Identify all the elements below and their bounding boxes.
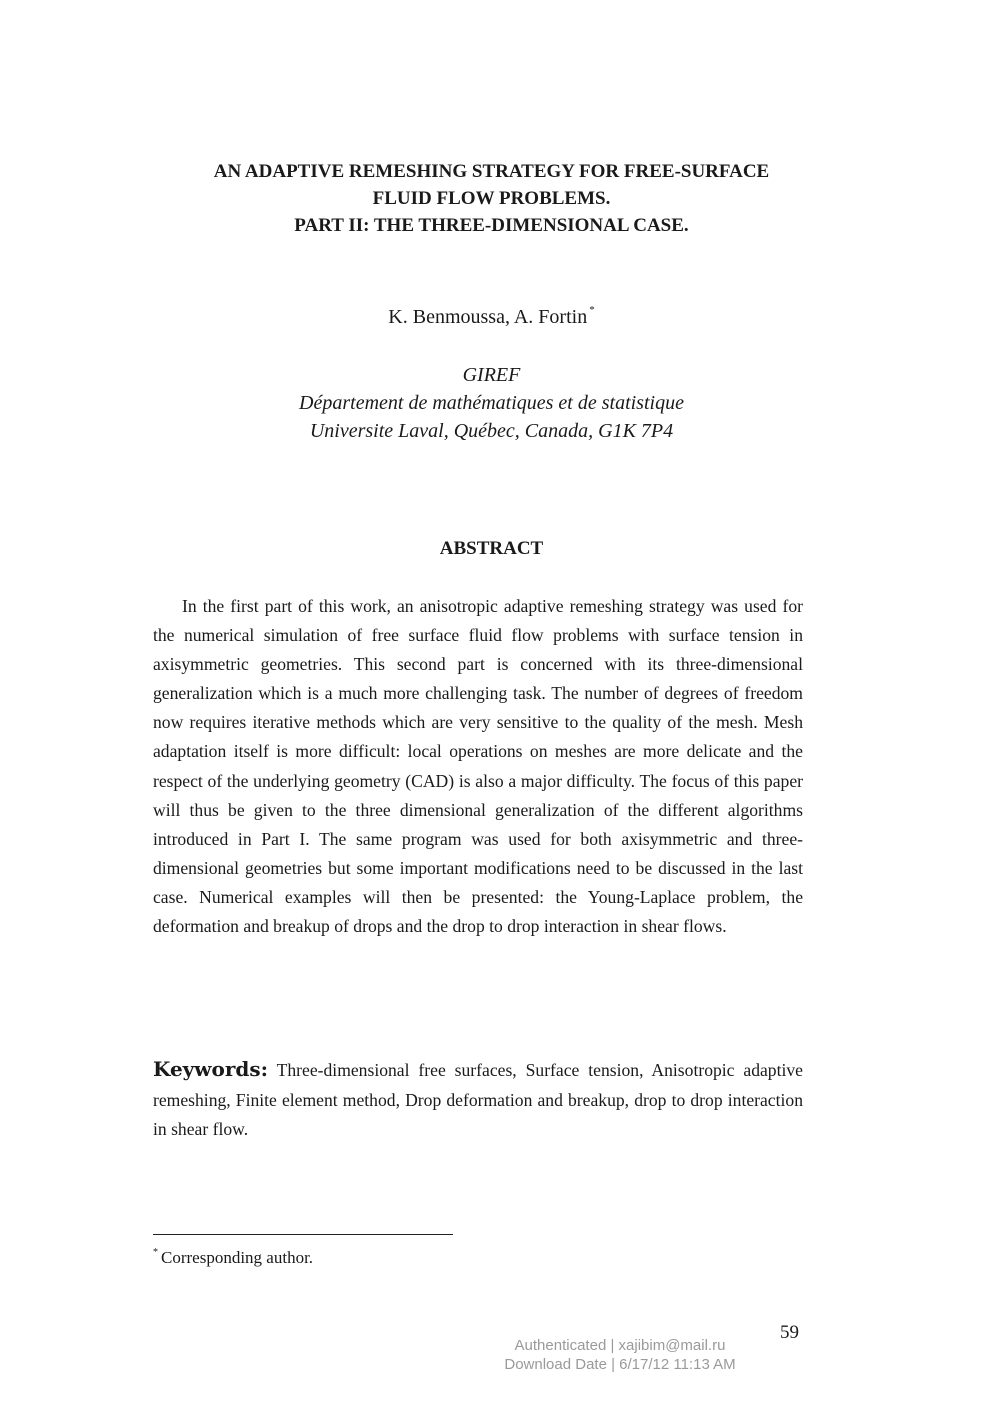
author-footnote-marker: * [589, 304, 595, 316]
footnote-divider [153, 1234, 453, 1235]
keywords-section [153, 1055, 803, 1145]
abstract-heading: ABSTRACT [439, 538, 544, 559]
title-line: FLUID FLOW PROBLEMS. [372, 188, 611, 209]
footnote-marker: * [153, 1247, 158, 1258]
author-list [0, 304, 983, 329]
watermark-line-date: Download Date | 6/17/12 11:13 AM [504, 1356, 736, 1373]
footnote-text: Corresponding author. [161, 1248, 314, 1267]
title-line: PART II: THE THREE-DIMENSIONAL CASE. [294, 215, 689, 236]
download-watermark [470, 1336, 770, 1374]
affiliation [0, 361, 983, 445]
page-number: 59 [780, 1322, 799, 1343]
affiliation-university: Universite Laval, Québec, Canada, G1K 7P4 [309, 420, 674, 442]
keywords-label: Keywords: [153, 1057, 269, 1081]
footnote [153, 1247, 313, 1268]
abstract-text: In the first part of this work, an anisotropic adaptive remeshing strategy was used for the numerical simulation of free surface fluid flow problems with surface tension in axisymmetric geometries. This second part is concerned with its three-dimensional generalization which is a much more challenging task. The number of degrees of freedom now requires iterative methods which are very sensitive to the quality of the mesh. Mesh adaptation itself is more difficult: local operations on meshes are more delicate and the respect of the underlying geometry (CAD) is also a major difficulty. The focus of this paper will thus be given to the three dimensional generalization of the different algorithms introduced in Part I. The same program was used for both axisymmetric and three-dimensional geometries but some important modifications need to be discussed in the last case. Numerical examples will then be presented: the Young-Laplace problem, the deformation and breakup of drops and the drop to drop interaction in shear flows. [153, 596, 803, 937]
authors-text: K. Benmoussa, A. Fortin [388, 306, 588, 328]
keywords-text: Three-dimensional free surfaces, Surface tension, Anisotropic adaptive remeshing, Finite element method, Drop deformation and breakup, drop to drop interaction in shear flow. [153, 1060, 803, 1139]
paper-title [0, 158, 983, 239]
watermark-line-auth: Authenticated | xajibim@mail.ru [514, 1337, 726, 1354]
affiliation-department: Département de mathématiques et de statistique [299, 392, 684, 414]
affiliation-group: GIREF [462, 364, 521, 386]
title-line: AN ADAPTIVE REMESHING STRATEGY FOR FREE-SURFACE [213, 161, 770, 182]
